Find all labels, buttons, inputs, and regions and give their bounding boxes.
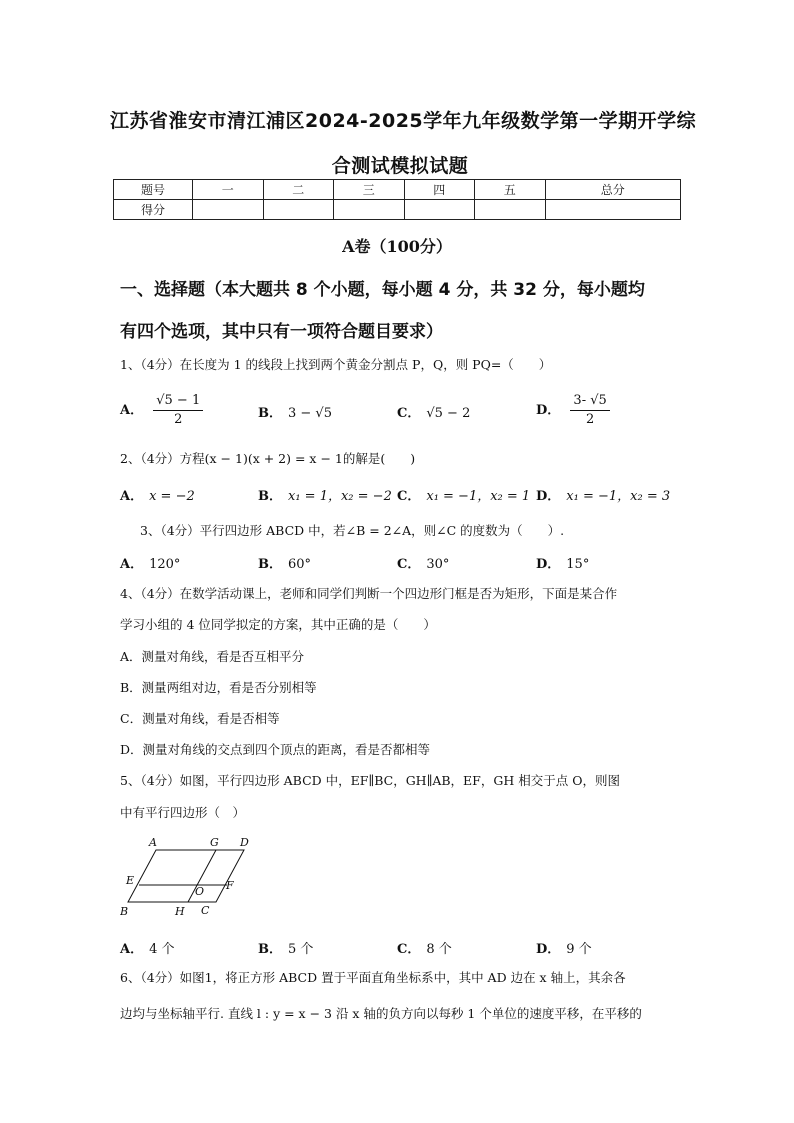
question-4-stem-line2: 学习小组的 4 位同学拟定的方案，其中正确的是（ ） [120, 617, 436, 632]
point-label-o: O [195, 885, 205, 898]
question-5-stem-line1: 5、（4分）如图，平行四边形 ABCD 中，EF∥BC，GH∥AB，EF，GH 相交于点 O，则图 [120, 773, 620, 788]
point-label-a: A [149, 836, 157, 849]
parallelogram-figure [120, 836, 260, 920]
score-table-header-row [114, 180, 681, 200]
question-5-stem-line2: 中有平行四边形（ ） [120, 805, 246, 820]
score-row-label: 得分 [114, 200, 193, 220]
option-label: B． [258, 406, 282, 421]
q1-option-b [258, 402, 332, 421]
option-text: 30° [426, 557, 450, 572]
option-text: 15° [566, 557, 590, 572]
option-text: 5 个 [288, 942, 314, 957]
score-table [113, 179, 681, 220]
option-text: 60° [288, 557, 312, 572]
option-label: B． [258, 557, 282, 572]
score-table-score-row [114, 200, 681, 220]
question-1-stem: 1、（4分）在长度为 1 的线段上找到两个黄金分割点 P，Q，则 PQ=（ ） [120, 357, 552, 372]
parallelogram-abcd [128, 850, 244, 902]
point-label-d: D [240, 836, 249, 849]
option-text: x = −2 [149, 489, 195, 504]
option-label: A． [120, 489, 144, 504]
q3-option-c [397, 553, 449, 572]
option-label: D． [536, 557, 561, 572]
point-label-g: G [210, 836, 219, 849]
q5-option-a [120, 938, 175, 957]
fraction-denominator: 2 [585, 412, 595, 427]
q2-option-a [120, 485, 195, 504]
question-6-stem-line1: 6、（4分）如图1，将正方形 ABCD 置于平面直角坐标系中，其中 AD 边在 x 轴上，其余各 [120, 970, 626, 985]
option-label: C． [397, 942, 421, 957]
score-cell-empty [334, 200, 405, 220]
option-label: C． [397, 489, 421, 504]
point-label-c: C [201, 904, 210, 917]
option-label: D． [536, 489, 561, 504]
option-text: x₁ = −1，x₂ = 1 [426, 489, 531, 504]
option-label: C． [397, 406, 421, 421]
option-text: x₁ = −1，x₂ = 3 [566, 489, 671, 504]
point-label-b: B [120, 905, 129, 918]
option-label: B． [258, 942, 282, 957]
q4-option-d: D．测量对角线的交点到四个顶点的距离，看是否都相等 [120, 742, 431, 757]
score-cell-header: 题号 [114, 180, 193, 200]
q3-option-b [258, 553, 311, 572]
score-cell-header: 一 [193, 180, 264, 200]
q5-option-d [536, 938, 592, 957]
option-text: 4 个 [149, 942, 175, 957]
score-cell-empty [404, 200, 475, 220]
q1-option-d [536, 392, 610, 429]
q1-option-c [397, 402, 470, 421]
q3-option-d [536, 553, 589, 572]
question-6-stem-line2: 边均与坐标轴平行. 直线 l : y = x − 3 沿 x 轴的负方向以每秒 1 个单位的速度平移，在平移的 [120, 1006, 642, 1021]
option-label: D． [536, 942, 561, 957]
score-cell-empty [545, 200, 681, 220]
q2-option-b [258, 485, 392, 504]
score-cell-empty [193, 200, 264, 220]
exam-title-line2: 合测试模拟试题 [331, 155, 469, 177]
fraction-numerator: 3- √5 [570, 392, 609, 411]
score-cell-header: 四 [404, 180, 475, 200]
q1-option-a [120, 392, 203, 429]
score-cell-empty [475, 200, 546, 220]
option-label: B． [258, 489, 282, 504]
point-label-e: E [126, 874, 135, 887]
point-label-h: H [175, 905, 185, 918]
question-2-stem: 2、（4分）方程(x − 1)(x + 2) = x − 1的解是( ) [120, 451, 416, 466]
fraction [153, 392, 203, 429]
option-text: 8 个 [426, 942, 452, 957]
option-text: 3 − √5 [288, 406, 332, 421]
question-3-stem: 3、（4分）平行四边形 ABCD 中，若∠B = 2∠A，则∠C 的度数为（ ）. [140, 523, 565, 538]
q4-option-b: B．测量两组对边，看是否分别相等 [120, 680, 317, 695]
score-cell-header: 总分 [545, 180, 681, 200]
point-label-f: F [226, 879, 234, 892]
q4-option-a: A．测量对角线，看是否互相平分 [120, 649, 305, 664]
option-label: D． [536, 403, 561, 418]
part1-heading-line1: 一、选择题（本大题共 8 个小题，每小题 4 分，共 32 分，每小题均 [120, 280, 645, 300]
q4-option-c: C．测量对角线，看是否相等 [120, 711, 280, 726]
part1-heading-line2: 有四个选项，其中只有一项符合题目要求） [120, 322, 443, 342]
exam-title-line1: 江苏省淮安市清江浦区2024-2025学年九年级数学第一学期开学综 [110, 110, 697, 132]
option-label: A． [120, 942, 144, 957]
option-text: x₁ = 1，x₂ = −2 [288, 489, 392, 504]
score-cell-header: 二 [263, 180, 334, 200]
fraction-denominator: 2 [174, 412, 183, 427]
section-a-heading: A卷（100分） [342, 237, 452, 256]
q5-option-b [258, 938, 313, 957]
option-label: C． [397, 557, 421, 572]
score-cell-empty [263, 200, 334, 220]
q3-option-a [120, 553, 180, 572]
score-cell-header: 五 [475, 180, 546, 200]
option-label: A． [120, 557, 144, 572]
q2-option-c [397, 485, 530, 504]
fraction-numerator: √5 − 1 [153, 392, 203, 411]
option-text: 120° [149, 557, 181, 572]
question-4-stem-line1: 4、（4分）在数学活动课上，老师和同学们判断一个四边形门框是否为矩形，下面是某合作 [120, 586, 618, 601]
score-cell-header: 三 [334, 180, 405, 200]
fraction [570, 392, 609, 429]
q5-option-c [397, 938, 452, 957]
q2-option-d [536, 485, 670, 504]
option-label: A． [120, 403, 144, 418]
option-text: √5 − 2 [426, 406, 471, 421]
option-text: 9 个 [566, 942, 592, 957]
